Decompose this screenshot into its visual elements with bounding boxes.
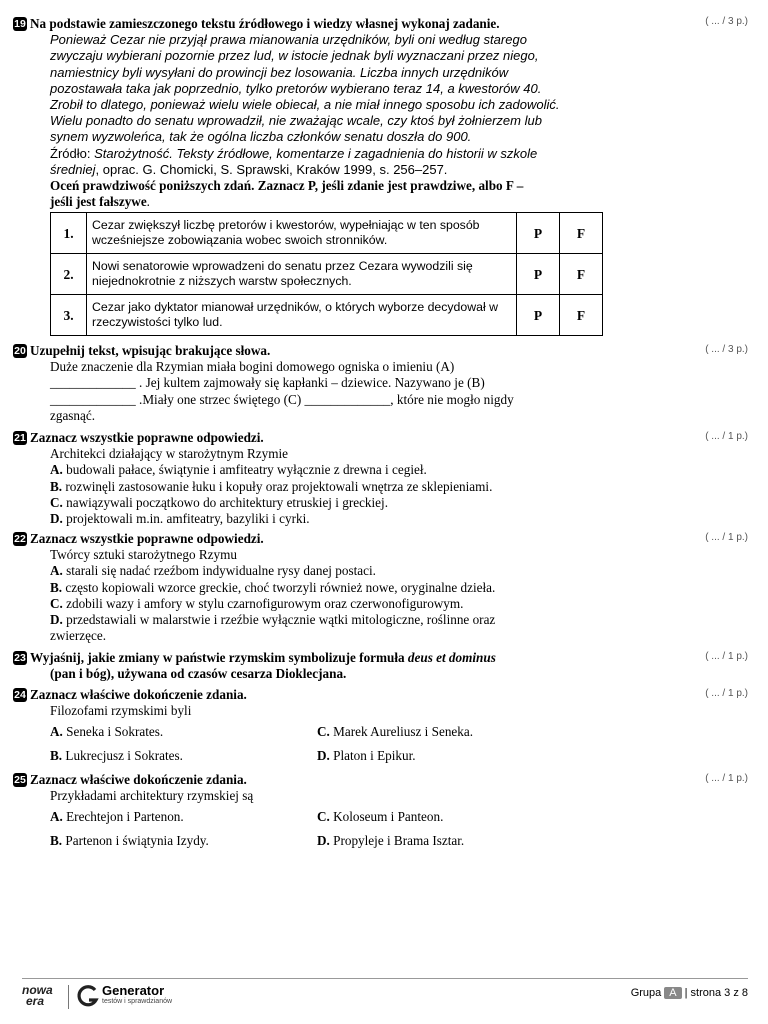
answer-option[interactable]: C. nawiązywali początkowo do architektury etruskiej i greckiej. <box>50 494 388 510</box>
question-stem: Twórcy sztuki starożytnego Rzymu <box>50 547 237 563</box>
answer-p[interactable]: P <box>517 213 560 254</box>
task-23-points: ( ... / 1 p.) <box>705 651 748 662</box>
task-20-points: ( ... / 3 p.) <box>705 344 748 355</box>
task-19-instruction: Oceń prawdziwość poniższych zdań. Zaznacz P, jeśli zdanie jest prawdziwe, albo F – jeśli jest fałszywe. <box>50 178 524 210</box>
task-number-badge: 20 <box>14 345 26 357</box>
answer-option[interactable]: A. Seneka i Sokrates. <box>50 724 164 740</box>
task-19-points: ( ... / 3 p.) <box>705 16 748 27</box>
page-footer <box>22 978 748 1019</box>
answer-option[interactable]: A. budowali pałace, świątynie i amfiteatry wyłącznie z drewna i cegieł. <box>50 462 427 478</box>
nowa-era-logo: nowa era <box>22 983 53 1008</box>
page-info: Grupa A | strona 3 z 8 <box>630 987 748 999</box>
task-22-points: ( ... / 1 p.) <box>705 532 748 543</box>
task-24-points: ( ... / 1 p.) <box>705 688 748 699</box>
generator-icon <box>77 985 99 1009</box>
table-row: 2. Nowi senatorowie wprowadzeni do senatu przez Cezara wywodzili się niejednokrotnie z niższych warstw społecznych. P F <box>51 254 603 295</box>
task-19 <box>14 16 591 336</box>
task-20-title: 20 Uzupełnij tekst, wpisując brakujące słowa. <box>14 343 271 358</box>
task-number-badge: 25 <box>14 774 26 786</box>
task-21 <box>14 430 591 527</box>
task-22: 22 Zaznacz wszystkie poprawne odpowiedzi. Twórcy sztuki starożytnego Rzymu A. starali się nadać rzeźbom indywidualne rysy danej postaci. B. często kopiowali wzorce greckie, choć tworzyli również nowe, oryginalne dzieła. C. zdobili wazy i amfory w stylu czarnofigurowym oraz czerwonofigurowym. D. przedstawiali w malarstwie i rzeźbie wyłącznie wątki mitologiczne, roślinne oraz zwierzęce. <box>31 531 591 644</box>
answer-f[interactable]: F <box>560 213 603 254</box>
task-25 <box>14 772 591 849</box>
task-21-title: 21 Zaznacz wszystkie poprawne odpowiedzi. <box>14 430 264 445</box>
task-22-title: 22 Zaznacz wszystkie poprawne odpowiedzi. <box>14 531 264 546</box>
answer-option[interactable]: D. Propyleje i Brama Isztar. <box>317 832 465 848</box>
task-number-badge: 23 <box>14 652 26 664</box>
generator-subtitle: testów i sprawdzianów <box>102 998 173 1005</box>
fill-in-text[interactable]: Duże znaczenie dla Rzymian miała bogini domowego ogniska o imieniu (A) _____________ . Jej kultem zajmowały się kapłanki – dziewice. Nazywano je (B) _____________ .Miały one strzec świętego (C) _____________, które nie mogło nigdy zgasnąć. <box>50 359 514 423</box>
task-20 <box>14 343 591 424</box>
answer-option[interactable]: D. projektowali m.in. amfiteatry, bazyliki i cyrki. <box>50 511 310 527</box>
answer-f[interactable]: F <box>560 254 603 295</box>
task-23-title: 23 Wyjaśnij, jakie zmiany w państwie rzymskim symbolizuje formuła deus et dominus <box>14 650 496 665</box>
answer-option[interactable]: A. Erechtejon i Partenon. <box>50 809 184 825</box>
answer-option[interactable]: B. Partenon i świątynia Izydy. <box>50 832 209 848</box>
footer-divider <box>68 985 69 1009</box>
task-24-title: 24 Zaznacz właściwe dokończenie zdania. <box>14 687 247 702</box>
answer-option[interactable]: D. przedstawiali w malarstwie i rzeźbie wyłącznie wątki mitologiczne, roślinne oraz <box>50 612 496 628</box>
group-badge: A <box>664 987 681 999</box>
task-21-points: ( ... / 1 p.) <box>705 431 748 442</box>
answer-option[interactable]: C. Marek Aureliusz i Seneka. <box>317 724 474 740</box>
question-stem: Filozofami rzymskimi byli <box>50 703 192 719</box>
table-row: 1. Cezar zwiększył liczbę pretorów i kwestorów, wypełniając w ten sposób wcześniejsze zobowiązania wobec swoich stronników. P F <box>51 213 603 254</box>
answer-p[interactable]: P <box>517 295 560 336</box>
answer-option[interactable]: B. Lukrecjusz i Sokrates. <box>50 747 183 763</box>
answer-f[interactable]: F <box>560 295 603 336</box>
task-number-badge: 22 <box>14 533 26 545</box>
task-number-badge: 21 <box>14 432 26 444</box>
task-25-points: ( ... / 1 p.) <box>705 773 748 784</box>
answer-option[interactable]: D. Platon i Epikur. <box>317 747 416 763</box>
answer-p[interactable]: P <box>517 254 560 295</box>
answer-option[interactable]: B. rozwinęli zastosowanie łuku i kopuły oraz projektowali wnętrza ze sklepieniami. <box>50 478 493 494</box>
answer-option[interactable]: C. Koloseum i Panteon. <box>317 809 444 825</box>
source-citation: Źródło: Starożytność. Teksty źródłowe, komentarze i zagadnienia do historii w szkole <box>50 145 538 161</box>
task-23: 23 Wyjaśnij, jakie zmiany w państwie rzymskim symbolizuje formuła deus et dominus (pan i bóg), używana od czasów cesarza Dioklecjana. <box>31 650 591 682</box>
task-number-badge: 19 <box>14 18 26 30</box>
answer-option[interactable]: C. zdobili wazy i amfory w stylu czarnofigurowym oraz czerwonofigurowym. <box>50 595 464 611</box>
task-19-title: 19 Na podstawie zamieszczonego tekstu źródłowego i wiedzy własnej wykonaj zadanie. <box>14 16 500 31</box>
true-false-table <box>50 212 603 336</box>
answer-option[interactable]: A. starali się nadać rzeźbom indywidualne rysy danej postaci. <box>50 563 376 579</box>
table-row: 3. Cezar jako dyktator mianował urzędników, o których wyborze decydował w rzeczywistości tylko lud. P F <box>51 295 603 336</box>
question-stem: Architekci działający w starożytnym Rzymie <box>50 446 289 462</box>
source-text: Ponieważ Cezar nie przyjął prawa mianowania urzędników, byli oni według starego zwyczaju wybierani pozornie przez lud, w istocie jednak byli wyznaczani przez niego, namiestnicy byli wysyłani do prowincji bez losowania. Liczba innych urzędników pozostawała taka jak poprzednio, tylko pretorów wybierano teraz 14, a kwestorów 40. Zrobił to dlatego, ponieważ wielu wiele obiecał, a nie miał innego sposobu ich zadowolić. Wielu ponadto do senatu wprowadził, nie zważając wcale, czy ktoś był żołnierzem lub synem wyzwoleńca, tak że ogólna liczba członków senatu doszła do 900. Źródło: Starożytność. Teksty źródłowe, komentarze i zagadnienia do historii w szkole średniej, oprac. G. Chomicki, S. Sprawski, Kraków 1999, s. 256–257. <box>31 32 591 178</box>
answer-option[interactable]: B. często kopiowali wzorce greckie, choć tworzyli również nowe, oryginalne dzieła. <box>50 579 496 595</box>
task-25-title: 25 Zaznacz właściwe dokończenie zdania. <box>14 772 247 787</box>
task-24 <box>14 687 591 764</box>
question-stem: Przykładami architektury rzymskiej są <box>50 788 254 804</box>
generator-title: Generator <box>102 983 165 998</box>
task-number-badge: 24 <box>14 689 26 701</box>
